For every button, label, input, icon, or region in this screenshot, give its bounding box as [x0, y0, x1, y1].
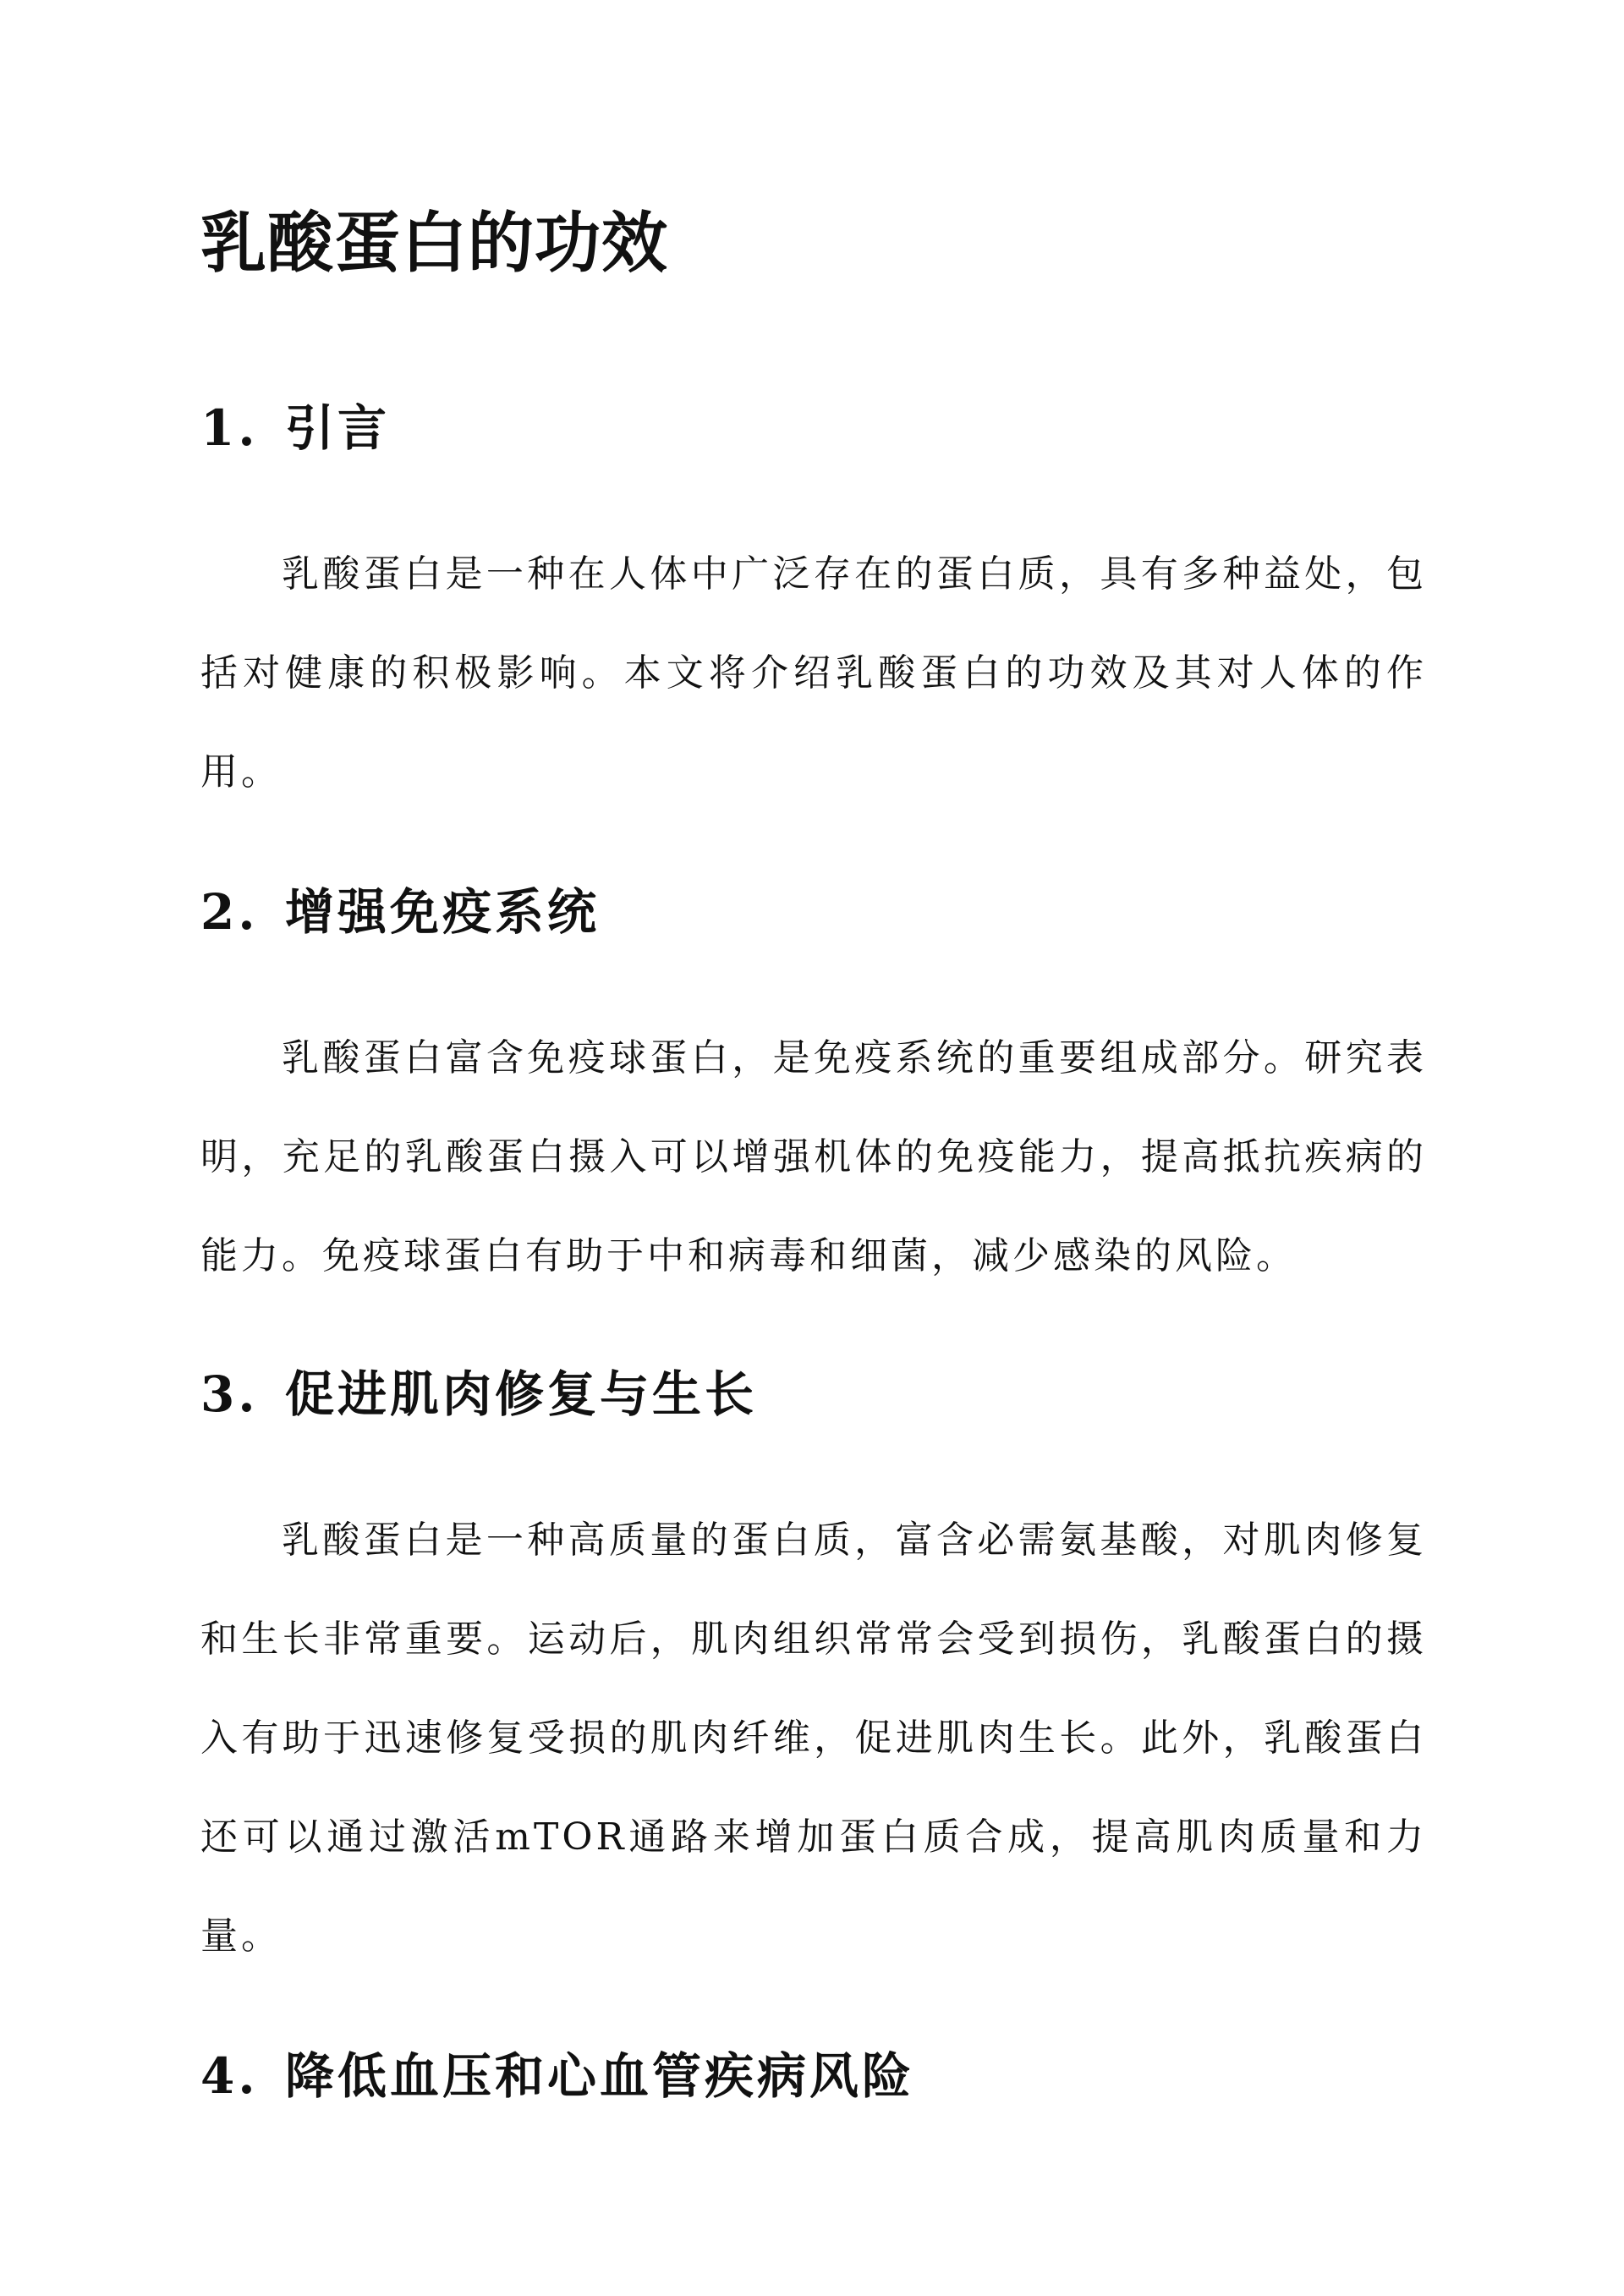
section-title: 增强免疫系统	[285, 883, 601, 941]
paragraph-immune-system: 乳酸蛋白富含免疫球蛋白，是免疫系统的重要组成部分。研究表明，充足的乳酸蛋白摄入可以增强机体的免疫能力，提高抵抗疾病的能力。免疫球蛋白有助于中和病毒和细菌，减少感染的风险。	[200, 1036, 1427, 1277]
section-title: 降低血压和心血管疾病风险	[285, 2047, 915, 2105]
document-title: 乳酸蛋白的功效	[200, 205, 669, 282]
section-number: 2.	[200, 883, 259, 941]
section-heading-muscle-repair	[200, 1364, 757, 1425]
section-number: 1.	[200, 399, 259, 457]
paragraph-muscle-repair: 乳酸蛋白是一种高质量的蛋白质，富含必需氨基酸，对肌肉修复和生长非常重要。运动后，肌肉组织常常会受到损伤，乳酸蛋白的摄入有助于迅速修复受损的肌肉纤维，促进肌肉生长。此外，乳酸蛋白还可以通过激活mTOR通路来增加蛋白质合成，提高肌肉质量和力量。	[200, 1519, 1427, 1958]
section-heading-immune-system	[200, 882, 600, 942]
section-number: 4.	[200, 2047, 259, 2105]
section-heading-blood-pressure	[200, 2046, 914, 2106]
section-title: 促进肌肉修复与生长	[285, 1365, 758, 1423]
paragraph-introduction: 乳酸蛋白是一种在人体中广泛存在的蛋白质，具有多种益处，包括对健康的积极影响。本文将介绍乳酸蛋白的功效及其对人体的作用。	[200, 552, 1427, 794]
section-number: 3.	[200, 1365, 259, 1423]
section-heading-introduction	[200, 398, 390, 459]
section-title: 引言	[285, 399, 391, 457]
